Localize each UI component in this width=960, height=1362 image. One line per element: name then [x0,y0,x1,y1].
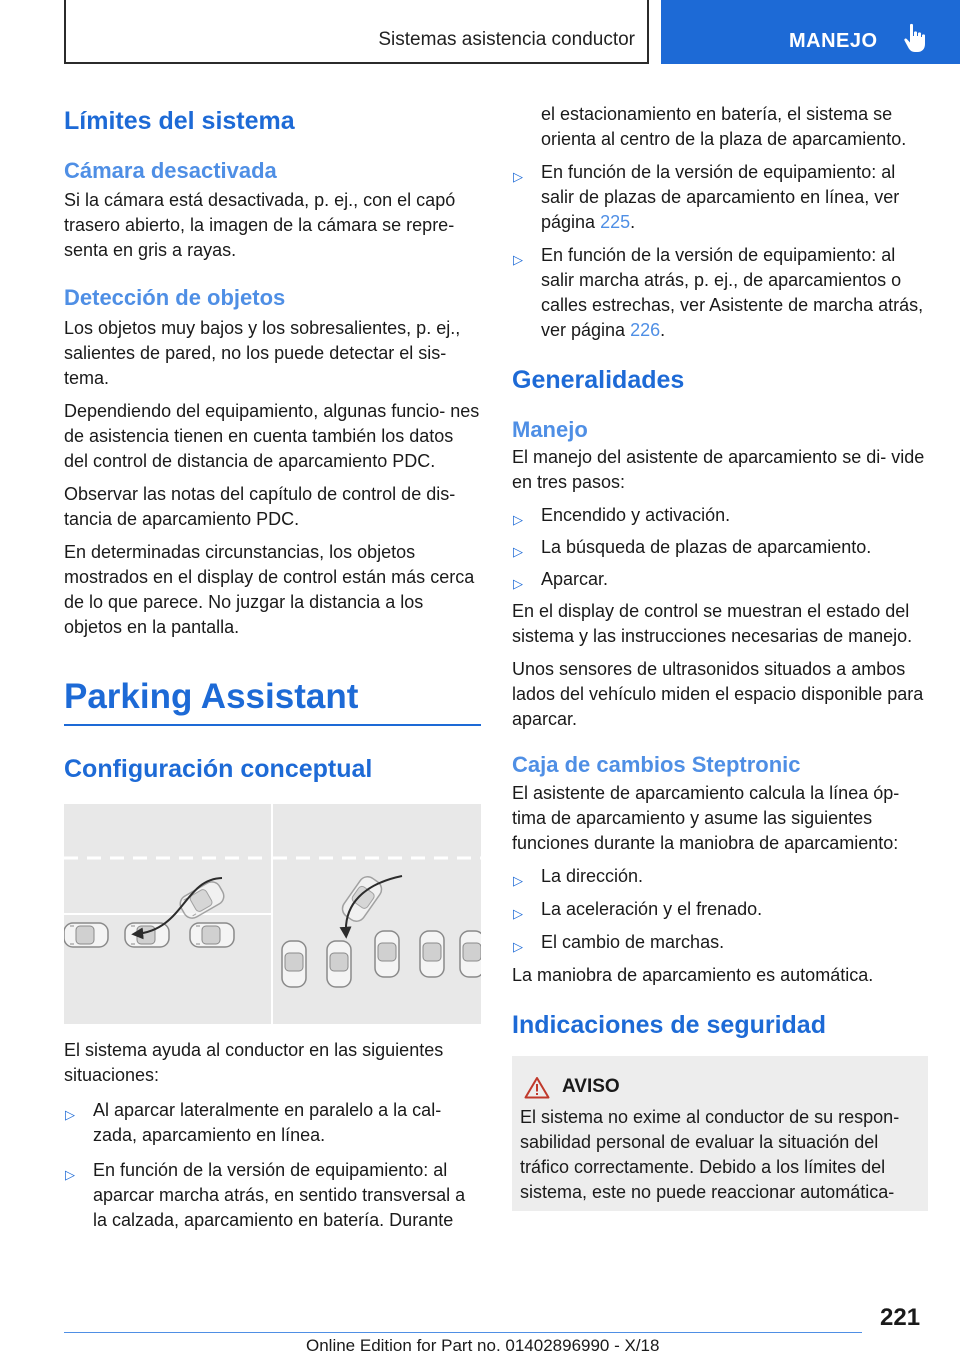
hand-pointer-icon [901,22,931,54]
warning-box [512,1056,928,1211]
list-item-text: En función de la versión de equipamiento: al salir marcha atrás, p. ej., de aparcamientos o calles estrechas, ver Asistente de marcha atrás, ver página 226. [541,245,924,340]
footer-rule [64,1332,862,1333]
right-column [512,96,928,1211]
list-item [512,160,928,235]
steptronic-text-2: La maniobra de aparcamiento es automática. [512,964,874,985]
warning-triangle-icon [524,1076,550,1099]
manejo-text-3: Unos sensores de ultrasonidos situados a ambos lados del vehículo miden el espacio disponible para aparcar. [512,659,924,730]
list-item [64,1158,481,1233]
page-number: 221 [880,1304,921,1331]
steptronic-heading: Caja de cambios Steptronic [512,752,801,778]
list-item [512,535,928,560]
manejo-heading: Manejo [512,417,588,442]
footer-edition: Online Edition for Part no. 01402896990 - X/18 [306,1336,660,1355]
list-item [512,567,928,592]
parked-car-2 [125,923,169,947]
bullet-triangle-icon: ▷ [513,512,523,528]
list-item [512,503,928,528]
continued-text: el estacionamiento en batería, el sistema se orienta al centro de la plaza de aparcamiento. [541,104,907,149]
general-heading: Generalidades [512,366,685,394]
concept-heading: Configuración conceptual [64,755,373,784]
parked-car-3 [190,923,234,947]
header-frame [64,0,649,64]
bay-car-4 [420,931,444,977]
steptronic-text: El asistente de aparcamiento calcula la línea óp‐ tima de aparcamiento y asume las siguientes funciones durante la maniobra de aparcamiento: [512,782,900,853]
header-section-title: Sistemas asistencia conductor [378,29,635,50]
chapter-title: Parking Assistant [64,678,481,727]
list-item [512,243,928,343]
bay-car-1 [282,941,306,987]
list-item-text: La búsqueda de plazas de aparcamiento. [541,537,872,558]
safety-heading: Indicaciones de seguridad [512,1010,826,1039]
page-link-226[interactable]: 226 [630,320,661,340]
bullet-triangle-icon: ▷ [65,1107,75,1123]
bullet-triangle-icon: ▷ [513,169,523,184]
detection-text-1: Los objetos muy bajos y los sobresalientes, p. ej., salientes de pared, no los puede detectar el sis‐ tema. [64,317,461,388]
bay-car-5 [460,931,481,977]
detection-text-2: Dependiendo del equipamiento, algunas funcio‐ nes de asistencia tienen en cuenta también los datos del control de distancia de aparcamiento PDC. [64,400,480,471]
camera-heading: Cámara desactivada [64,158,277,183]
detection-text-3: Observar las notas del capítulo de control de dis‐ tancia de aparcamiento PDC. [64,483,456,529]
list-item-text: En función de la versión de equipamiento: al salir de plazas de aparcamiento en línea, ver página 225. [541,162,900,232]
list-item [512,897,928,922]
intro-text: El sistema ayuda al conductor en las siguientes situaciones: [64,1040,444,1086]
bullet-triangle-icon: ▷ [513,938,523,954]
list-item-text: Aparcar. [541,569,609,590]
bullet-triangle-icon: ▷ [65,1167,75,1183]
list-item-text: Al aparcar lateralmente en paralelo a la cal‐ zada, aparcamiento en línea. [93,1100,442,1146]
detection-heading: Detección de objetos [64,285,286,311]
bullet-triangle-icon: ▷ [513,872,523,888]
list-item-text: La aceleración y el frenado. [541,898,763,919]
bullet-triangle-icon: ▷ [513,544,523,560]
manejo-text: El manejo del asistente de aparcamiento se di‐ vide en tres pasos: [512,447,925,493]
limits-heading: Límites del sistema [64,107,295,135]
detection-text-4: En determinadas circunstancias, los objetos mostrados en el display de control están más cerca de lo que parece. No juzgar la distancia a los objetos en la pantalla. [64,541,475,637]
page-link-225[interactable]: 225 [600,212,631,232]
warning-label: AVISO [562,1076,620,1098]
parking-illustration [64,804,481,1024]
bullet-triangle-icon: ▷ [513,252,523,267]
header-tab-manejo[interactable] [661,0,960,64]
list-item [64,1098,481,1148]
bay-car-3 [375,931,399,977]
bullet-triangle-icon: ▷ [513,905,523,921]
list-item-text: En función de la versión de equipamiento: al aparcar marcha atrás, en sentido transversal a la calzada, aparcamiento en batería. Durante [93,1160,466,1231]
list-item-text: Encendido y activación. [541,505,731,526]
list-item [512,864,928,889]
parked-car-1 [64,923,108,947]
warning-header [524,1076,921,1099]
camera-text: Si la cámara está desactivada, p. ej., con el capó trasero abierto, la imagen de la cámara se repre‐ senta en gris a rayas. [64,190,456,261]
list-item-text: La dirección. [541,865,644,886]
warning-text: El sistema no exime al conductor de su respon‐ sabilidad personal de evaluar la situación del tráfico correctamente. Debido a los límites del sistema, este no puede reaccionar automática‐ [520,1106,900,1202]
list-item [512,930,928,955]
left-column [64,96,481,1233]
bay-car-2 [327,941,351,987]
bullet-triangle-icon: ▷ [513,576,523,592]
list-item-text: El cambio de marchas. [541,931,725,952]
header-tab-label: MANEJO [789,30,878,52]
manejo-text-2: En el display de control se muestran el estado del sistema y las instrucciones necesarias de manejo. [512,601,913,647]
